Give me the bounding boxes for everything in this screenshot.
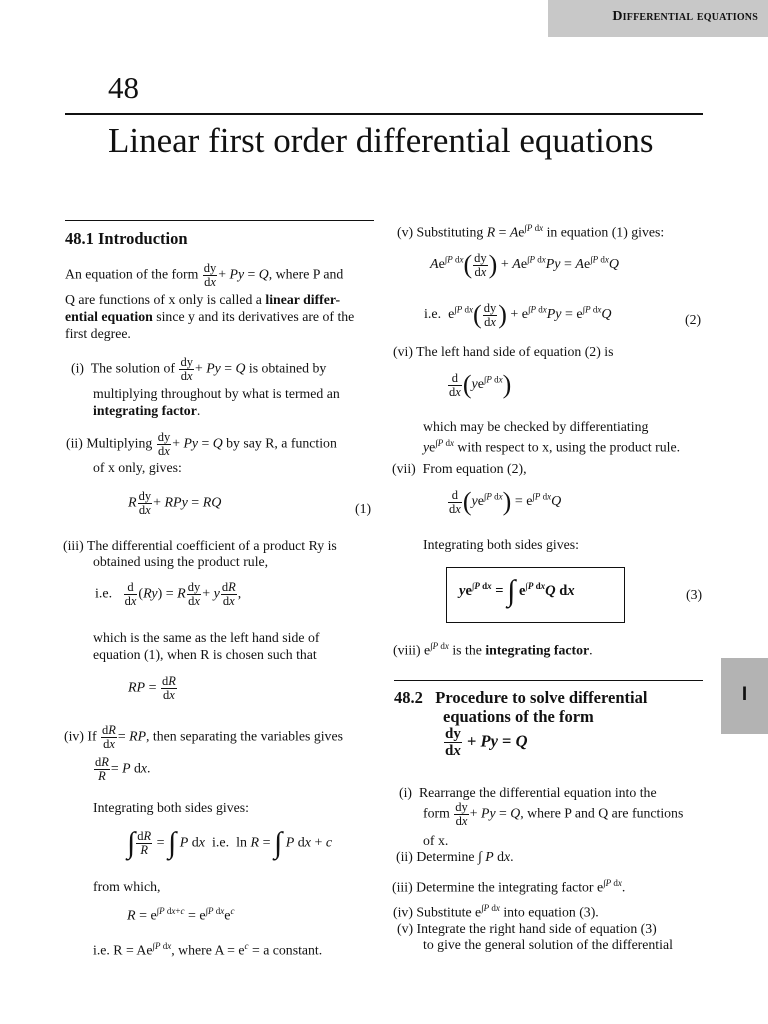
section-2-heading-eq: $\frac{dy}{dx}$ + Py = Q [445, 726, 528, 759]
section-rule [65, 220, 374, 221]
product-rule-eq: i.e. $\frac{d}{dx}$ (Ry) = R $\frac{dy}{dx}$ + y $\frac{dR}{dx}$ , [95, 580, 242, 608]
intro-line-1: An equation of the form $\frac{dy}{dx}$ + Py = Q, where P and [65, 261, 344, 289]
step-iv-conclusion: i.e. $R = Ae^{\int P dx}$, where $A = e^c = a$ constant. [93, 941, 323, 958]
step-iv: (iv) If $\frac{dR}{dx}$ = RP, then separating the variables gives [64, 723, 343, 751]
equation-1: R $\frac{dy}{dx}$ + RPy = RQ [128, 489, 222, 517]
step-i-line3: integrating factor. [93, 403, 201, 418]
separated-eq: $\frac{dR}{R}$ = P dx. [95, 755, 151, 783]
step-v: (v) Substituting $R = Ae^{\int P dx}$ in equation (1) gives: [397, 223, 665, 240]
step-i-line2: multiplying throughout by what is termed an [93, 386, 340, 401]
lhs-derivative: $\frac{d}{dx}$ $(ye^{\int P dx})$ [449, 370, 512, 399]
step-iii-line2: obtained using the product rule, [93, 554, 269, 569]
procedure-i: (i) Rearrange the differential equation into the [399, 785, 657, 800]
step-vii: (vii) From equation (2), [392, 461, 527, 476]
procedure-i-line2: form $\frac{dy}{dx}$ + Py = Q, where P and Q are functions [423, 800, 684, 828]
boxed-equation-3: $ye^{\int P dx}$ = ∫ $e^{\int P dx}Q$ dx [446, 567, 625, 623]
procedure-ii: (ii) Determine ∫ P dx. [396, 849, 514, 864]
intro-line-3: ential equation since y and its derivatives are of the [65, 309, 355, 324]
step-ii-line2: of x only, gives: [93, 460, 182, 475]
header-label: Differential equations [612, 9, 758, 24]
equation-3-number: (3) [686, 587, 703, 602]
procedure-v: (v) Integrate the right hand side of equation (3) [397, 921, 657, 936]
integrating-label: Integrating both sides gives: [93, 800, 249, 815]
procedure-iv: (iv) Substitute $e^{\int P dx}$ into equation (3). [393, 903, 599, 920]
rp-equation: RP = $\frac{dR}{dx}$ [128, 674, 176, 702]
substituted-eq: $Ae^{\int P dx}$( $\frac{dy}{dx}$ ) + $Ae^{\int P dx}Py = Ae^{\int P dx}Q$ [430, 250, 620, 279]
derivative-eq: $\frac{d}{dx}$ $(ye^{\int P dx}) = e^{\int P dx}Q$ [449, 487, 562, 516]
chapter-title: Linear first order differential equations [108, 121, 654, 160]
step-i: (i) The solution of $\frac{dy}{dx}$ + Py = Q is obtained by [71, 355, 327, 383]
intro-line-4: first degree. [65, 326, 131, 341]
section-2-rule [394, 680, 703, 681]
step-vi: (vi) The left hand side of equation (2) is [393, 344, 614, 359]
part-side-tab [721, 658, 768, 734]
step-vii-line2: Integrating both sides gives: [423, 537, 579, 552]
section-2-heading: 48.2 Procedure to solve differential [394, 688, 648, 707]
r-exponential-eq: $R = e^{\int P dx+c} = e^{\int P dx}e^c$ [127, 906, 235, 924]
section-2-heading-l2: equations of the form [443, 707, 594, 726]
equation-1-number: (1) [355, 501, 372, 516]
procedure-i-line3: of x. [423, 833, 449, 848]
step-vi-line2: which may be checked by differentiating [423, 419, 649, 434]
equation-2: i.e. $e^{\int P dx}$( $\frac{dy}{dx}$ ) + $e^{\int P dx}Py = e^{\int P dx}Q$ [424, 300, 612, 329]
from-which-label: from which, [93, 879, 161, 894]
integral-eq: ∫ $\frac{dR}{R}$ = ∫ P dx i.e. ln R = ∫ P dx + c [127, 826, 333, 860]
chapter-number: 48 [108, 70, 139, 105]
step-iii-line4: equation (1), when R is chosen such that [93, 647, 317, 662]
procedure-iii: (iii) Determine the integrating factor $e^{\int P dx}$. [392, 878, 626, 895]
step-vi-line3: $ye^{\int P dx}$ with respect to x, using the product rule. [423, 438, 681, 455]
chapter-rule [65, 113, 703, 115]
section-heading: 48.1 Introduction [65, 229, 188, 248]
chapter-header-tab [548, 0, 768, 37]
step-iii-line3: which is the same as the left hand side of [93, 630, 320, 645]
procedure-v-line2: to give the general solution of the differential [423, 937, 673, 952]
side-tab-label: I [741, 684, 748, 705]
step-viii: (viii) $e^{\int P dx}$ is the integrating factor. [393, 641, 593, 658]
equation-2-number: (2) [685, 312, 702, 327]
step-ii: (ii) Multiplying $\frac{dy}{dx}$ + Py = Q by say R, a function [66, 430, 337, 458]
intro-line-2: Q are functions of x only is called a linear differ- [65, 292, 341, 307]
step-iii: (iii) The differential coefficient of a product Ry is [63, 538, 337, 553]
